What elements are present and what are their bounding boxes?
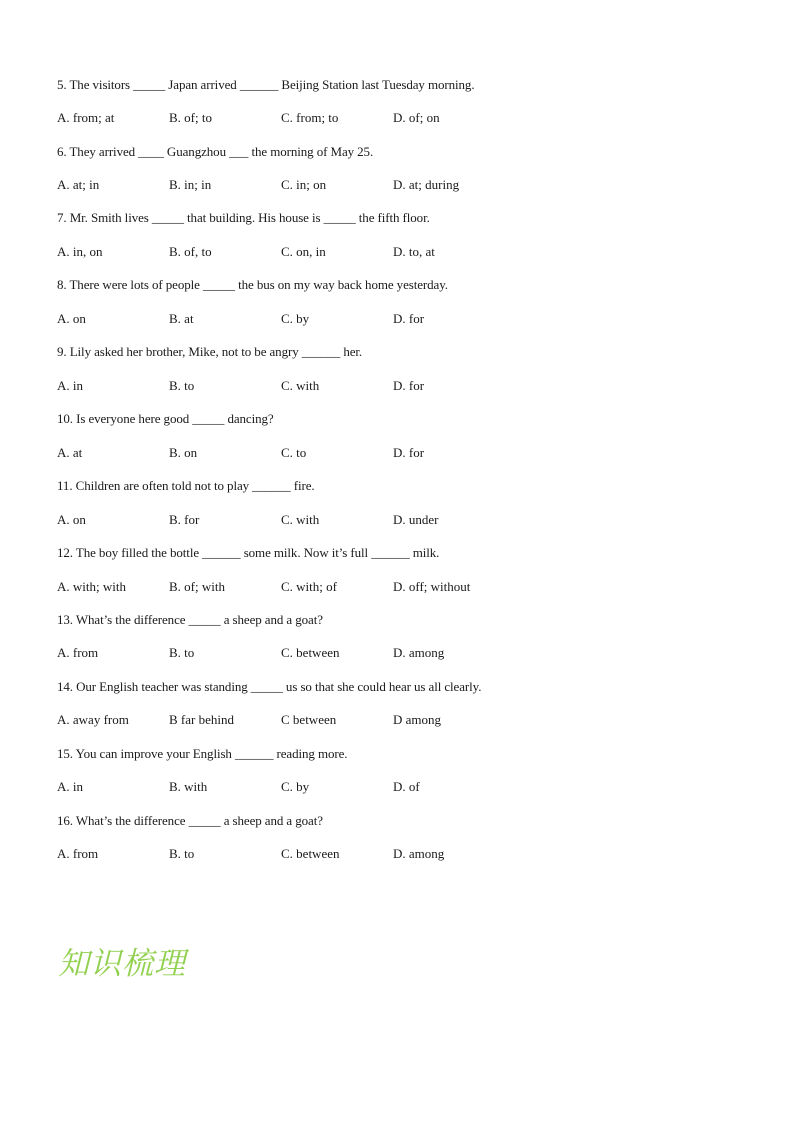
option-c: C. with (281, 512, 320, 527)
option-b: B. with (169, 779, 208, 794)
question-8: 8. There were lots of people _____ the bus on my way back home yesterday. (57, 277, 448, 292)
option-d: D. for (393, 311, 425, 326)
option-d: D. off; without (393, 579, 471, 594)
option-c: C. on, in (281, 244, 326, 259)
question-13: 13. What’s the difference _____ a sheep and a goat? (57, 612, 323, 627)
question-9: 9. Lily asked her brother, Mike, not to be angry ______ her. (57, 344, 363, 359)
question-12: 12. The boy filled the bottle ______ some milk. Now it’s full ______ milk. (57, 545, 440, 560)
option-c: C between (281, 712, 337, 727)
question-15: 15. You can improve your English ______ reading more. (57, 746, 348, 761)
option-b: B. on (169, 445, 198, 460)
option-b: B. at (169, 311, 194, 326)
question-16: 16. What’s the difference _____ a sheep and a goat? (57, 813, 323, 828)
question-10: 10. Is everyone here good _____ dancing? (57, 411, 274, 426)
option-c: C. from; to (281, 110, 339, 125)
option-d: D among (393, 712, 442, 727)
option-a: A. at; in (57, 177, 100, 192)
option-a: A. at (57, 445, 83, 460)
option-d: D. under (393, 512, 439, 527)
option-a: A. in (57, 779, 83, 794)
option-a: A. from; at (57, 110, 115, 125)
option-b: B. of, to (169, 244, 212, 259)
option-d: D. among (393, 846, 445, 861)
option-d: D. to, at (393, 244, 435, 259)
option-b: B. in; in (169, 177, 212, 192)
option-b: B. to (169, 645, 195, 660)
option-d: D. among (393, 645, 445, 660)
question-6: 6. They arrived ____ Guangzhou ___ the morning of May 25. (57, 144, 374, 159)
option-b: B far behind (169, 712, 234, 727)
option-d: D. at; during (393, 177, 460, 192)
option-b: B. of; with (169, 579, 225, 594)
option-d: D. of (393, 779, 420, 794)
section-title: 知识梳理 (58, 946, 186, 982)
option-a: A. on (57, 512, 86, 527)
option-d: D. for (393, 378, 425, 393)
question-11: 11. Children are often told not to play ______ fire. (57, 478, 315, 493)
question-5: 5. The visitors _____ Japan arrived ______ Beijing Station last Tuesday morning. (57, 77, 475, 92)
option-d: D. of; on (393, 110, 440, 125)
option-a: A. in, on (57, 244, 103, 259)
option-b: B. for (169, 512, 200, 527)
option-a: A. with; with (57, 579, 126, 594)
option-a: A. in (57, 378, 83, 393)
option-c: C. between (281, 846, 340, 861)
option-d: D. for (393, 445, 425, 460)
option-c: C. with; of (281, 579, 337, 594)
option-c: C. by (281, 311, 310, 326)
option-c: C. to (281, 445, 307, 460)
option-a: A. on (57, 311, 86, 326)
option-b: B. of; to (169, 110, 212, 125)
option-c: C. in; on (281, 177, 327, 192)
option-c: C. by (281, 779, 310, 794)
option-a: A. away from (57, 712, 129, 727)
question-14: 14. Our English teacher was standing _____ us so that she could hear us all clearly. (57, 679, 482, 694)
option-b: B. to (169, 846, 195, 861)
option-c: C. with (281, 378, 320, 393)
question-7: 7. Mr. Smith lives _____ that building. His house is _____ the fifth floor. (57, 210, 430, 225)
option-b: B. to (169, 378, 195, 393)
option-a: A. from (57, 846, 99, 861)
option-a: A. from (57, 645, 99, 660)
option-c: C. between (281, 645, 340, 660)
